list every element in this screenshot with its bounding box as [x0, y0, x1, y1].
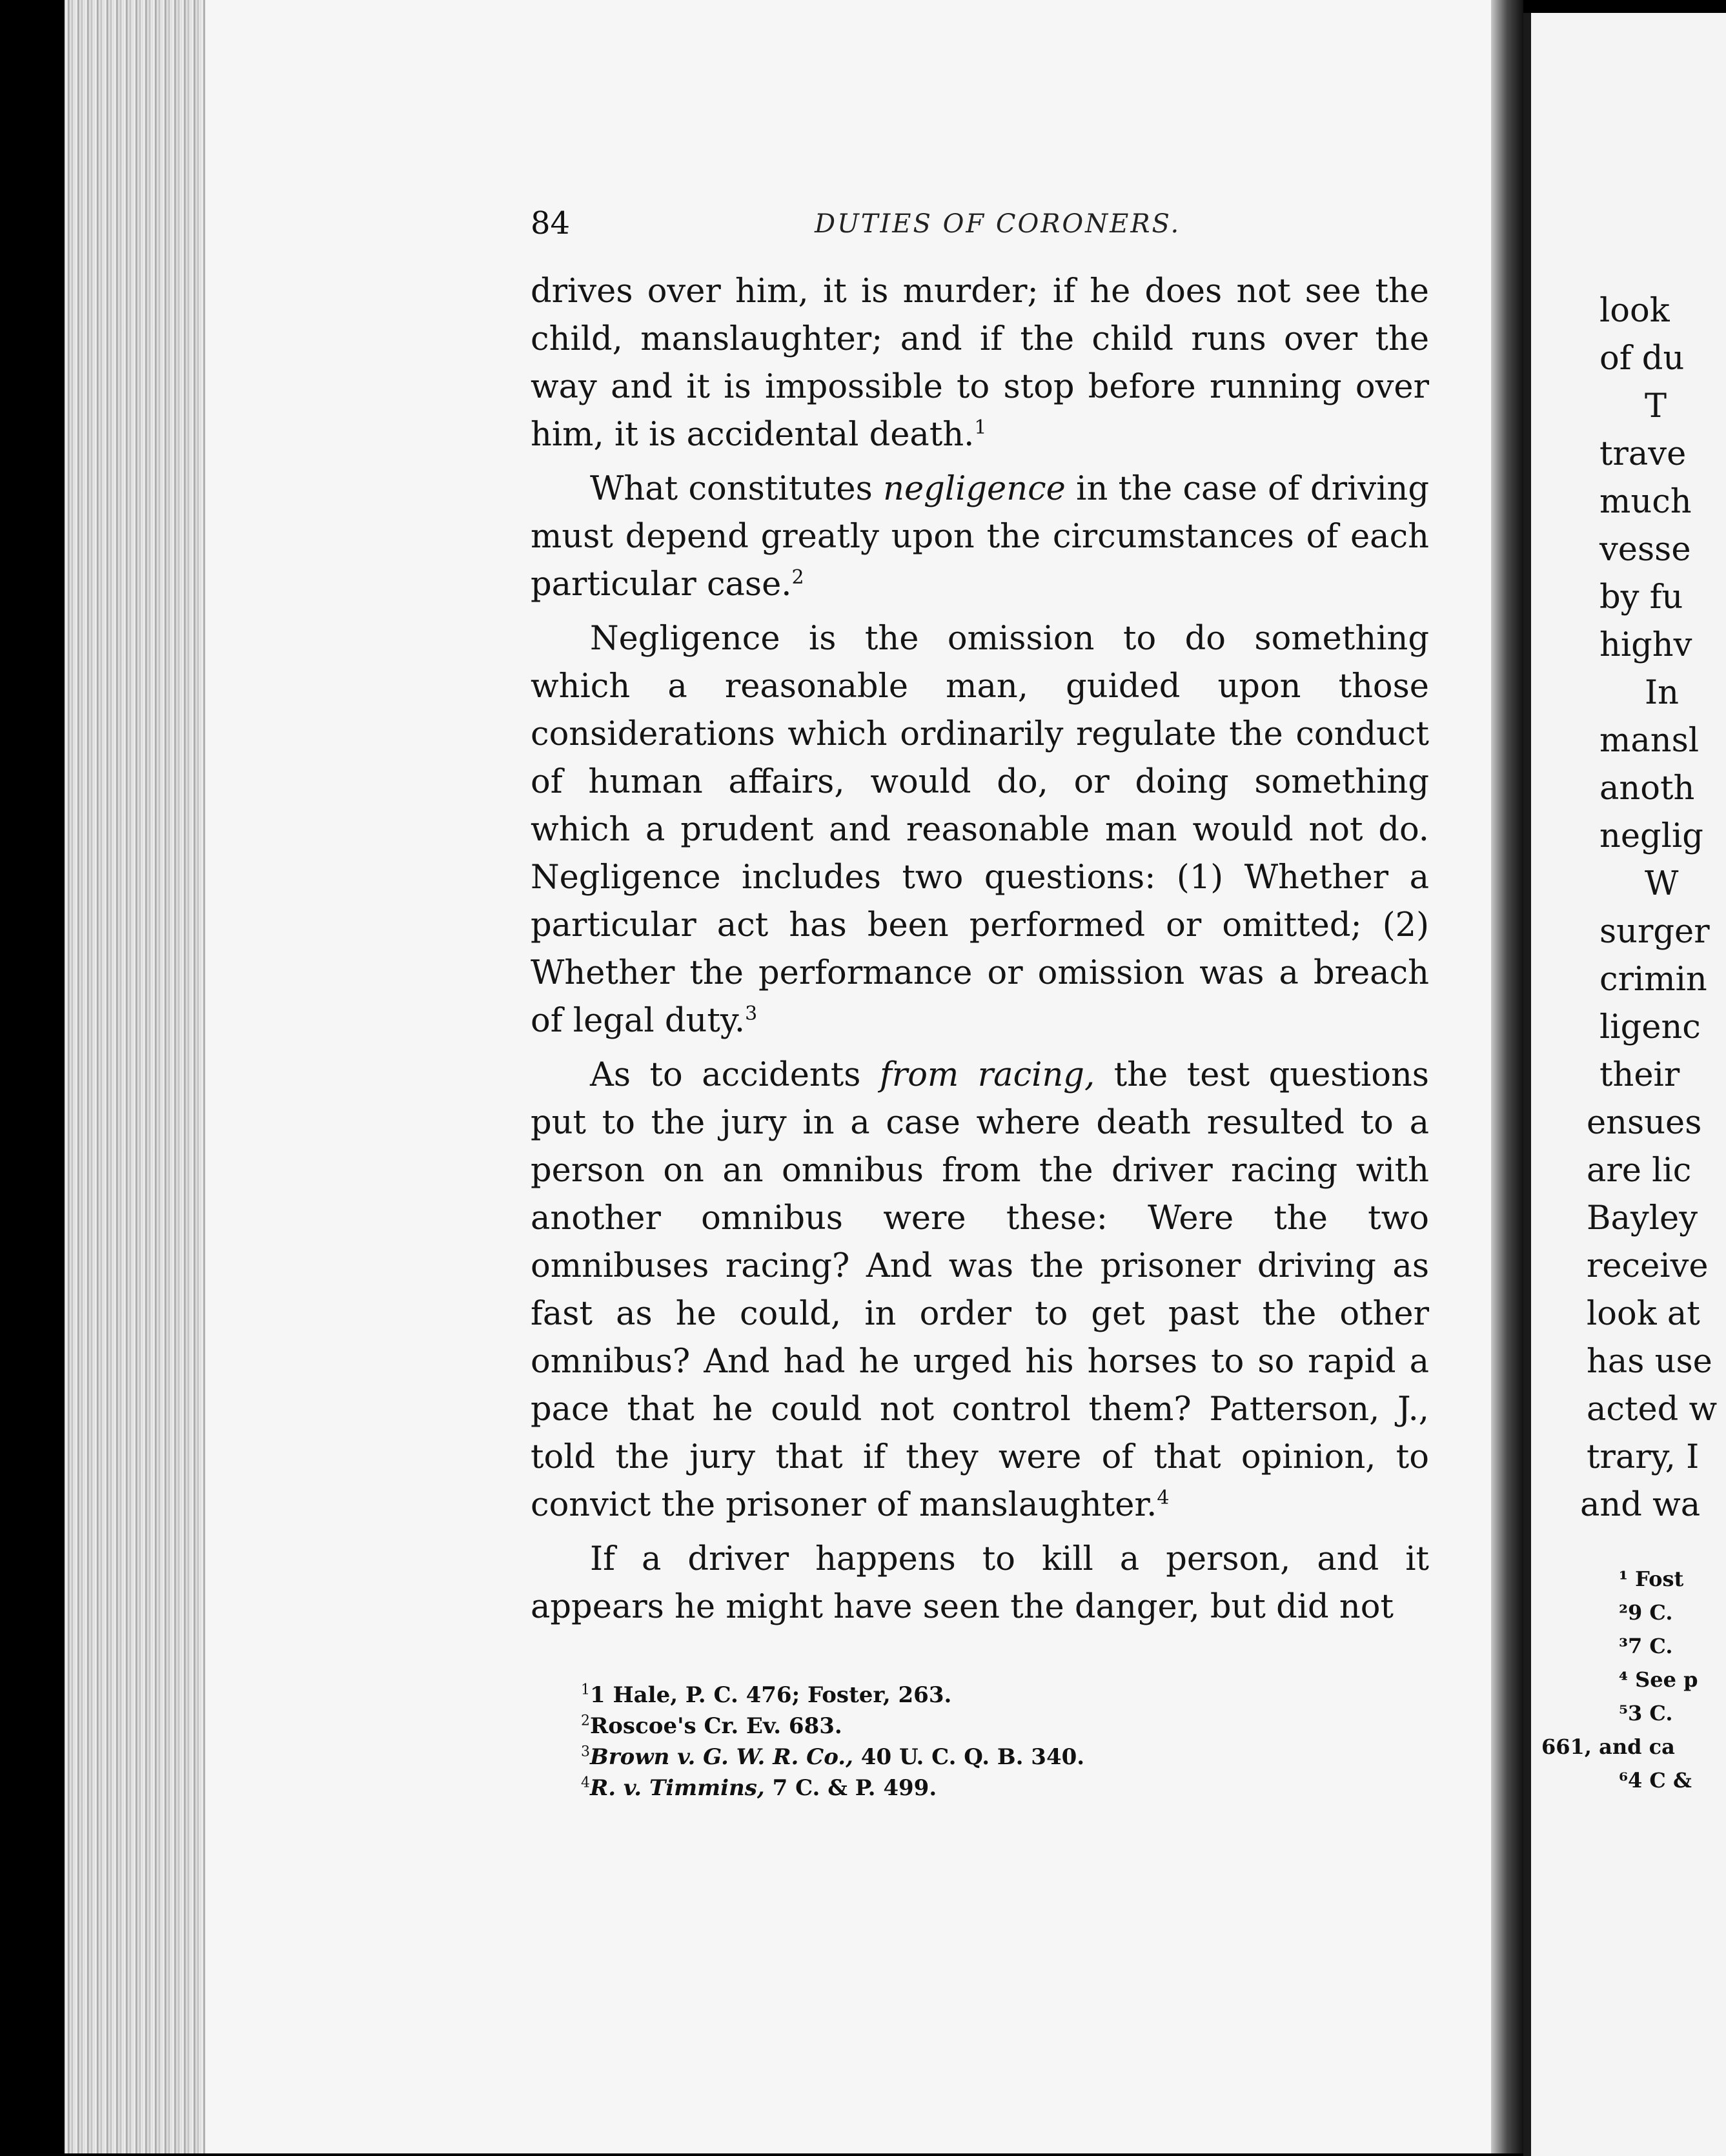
paragraph-5 [531, 1536, 1429, 1631]
footnote-2-text: Roscoe's Cr. Ev. 683. [590, 1713, 842, 1739]
running-title: DUTIES OF CORONERS. [815, 209, 1181, 239]
right-page-line: and wa [1580, 1486, 1701, 1524]
right-page-line: has use [1587, 1343, 1712, 1381]
footnote-3-case: Brown v. G. W. R. Co., [590, 1744, 853, 1770]
paragraph-3 [531, 615, 1429, 1045]
right-page-line: their [1599, 1056, 1680, 1094]
footnote-mark-3: 3 [581, 1744, 590, 1760]
footnote-3-text: 40 U. C. Q. B. 340. [853, 1744, 1085, 1770]
right-page-footnote-line: ³7 C. [1619, 1634, 1673, 1658]
right-page-line: highv [1599, 626, 1692, 664]
paragraph-4-text-b: the test questions put to the jury in a case where death resulted to a person on an omnibus from the driver racing with another omnibus were these: Were the two omnibuses racing? And was the prisoner driving as fast as he could, in order to get past the other omnibus? And had he urged his horses to so rapid a pace that he could not control them? Patterson, J., told the jury that if they were of that opinion, to convict the prisoner of manslaughter. [531, 1056, 1429, 1524]
right-page-line: crimin [1599, 961, 1707, 999]
paragraph-2-emphasis: negligence [883, 470, 1066, 508]
footnote-1 [581, 1680, 1420, 1711]
right-page-line: mansl [1599, 722, 1700, 760]
right-page-footnote-line: ⁴ See p [1619, 1667, 1698, 1692]
right-page-footnote-line: 661, and ca [1541, 1734, 1675, 1759]
paragraph-4 [531, 1052, 1429, 1529]
right-page-line: trary, I [1587, 1438, 1700, 1476]
right-page-footnotes [1541, 1562, 1718, 1797]
running-head [531, 205, 1434, 244]
footnote-ref-1: 1 [974, 416, 987, 439]
footnote-4-case: R. v. Timmins, [590, 1775, 765, 1801]
footnote-3 [581, 1742, 1420, 1773]
body-text [531, 268, 1429, 1638]
right-page-footnote-line: ²9 C. [1619, 1600, 1673, 1625]
right-page-line: of du [1599, 340, 1685, 378]
footnote-ref-4: 4 [1157, 1487, 1170, 1509]
footnote-2 [581, 1711, 1420, 1742]
footnote-mark-1: 1 [581, 1682, 590, 1698]
right-page-line: vesse [1599, 531, 1691, 569]
right-page-line: ligenc [1599, 1008, 1701, 1046]
footnote-mark-4: 4 [581, 1775, 590, 1791]
paragraph-3-text: Negligence is the omission to do something which a reasonable man, guided upon those considerations which ordinarily regulate the conduct of human affairs, would do, or doing something which a prudent and reasonable man would not do. Negligence includes two questions: (1) Whether a particular act has been performed or omitted; (2) Whether the performance or omission was a breach of legal duty. [531, 620, 1429, 1040]
right-page-line: surger [1599, 913, 1710, 951]
paragraph-2-text-a: What constitutes [590, 470, 884, 508]
right-page-line: receive [1587, 1247, 1709, 1285]
right-page-line: In [1645, 674, 1679, 712]
right-page-line: anoth [1599, 769, 1695, 808]
right-page-line: much [1599, 483, 1692, 521]
book-gutter [1491, 0, 1523, 2153]
footnote-mark-2: 2 [581, 1713, 590, 1729]
footnote-ref-2: 2 [791, 566, 804, 589]
right-page-line: W [1645, 865, 1679, 903]
page-edges [65, 0, 213, 2153]
right-page-footnote-line: ⁶4 C & [1619, 1768, 1692, 1793]
paragraph-4-emphasis: from racing, [879, 1056, 1095, 1094]
footnote-4-text: 7 C. & P. 499. [764, 1775, 937, 1801]
right-page-line: trave [1599, 435, 1687, 473]
right-page-line: acted w [1587, 1390, 1718, 1429]
paragraph-2-text-b: in the case of driving must depend greatly upon the circumstances of each particular case. [531, 470, 1430, 604]
right-page-line: are lic [1587, 1152, 1692, 1190]
right-page-footnote-line: ¹ Fost [1619, 1567, 1684, 1591]
footnote-4 [581, 1773, 1420, 1804]
footnotes [581, 1680, 1420, 1804]
footnote-ref-3: 3 [745, 1002, 758, 1025]
footnote-1-text: 1 Hale, P. C. 476; Foster, 263. [590, 1682, 952, 1708]
page-number: 84 [531, 205, 571, 241]
paragraph-1 [531, 268, 1429, 459]
paragraph-5-text: If a driver happens to kill a person, and it appears he might have seen the danger, but did not [531, 1540, 1429, 1626]
right-page-line: ensues [1587, 1104, 1702, 1142]
right-page-footnote-line: ⁵3 C. [1619, 1701, 1673, 1725]
paragraph-1-text: drives over him, it is murder; if he does not see the child, manslaughter; and if the child runs over the way and it is impossible to stop before running over him, it is accidental death. [531, 272, 1429, 454]
right-page-text [1580, 287, 1718, 1529]
right-page-line: neglig [1599, 817, 1703, 855]
right-page-line: by fu [1599, 578, 1683, 616]
paragraph-2 [531, 465, 1429, 609]
right-page-line: Bayley [1587, 1199, 1698, 1237]
right-page-line: look [1599, 292, 1670, 330]
paragraph-4-text-a: As to accidents [590, 1056, 880, 1094]
right-page-line: T [1645, 387, 1667, 425]
right-page-line: look at [1587, 1295, 1700, 1333]
